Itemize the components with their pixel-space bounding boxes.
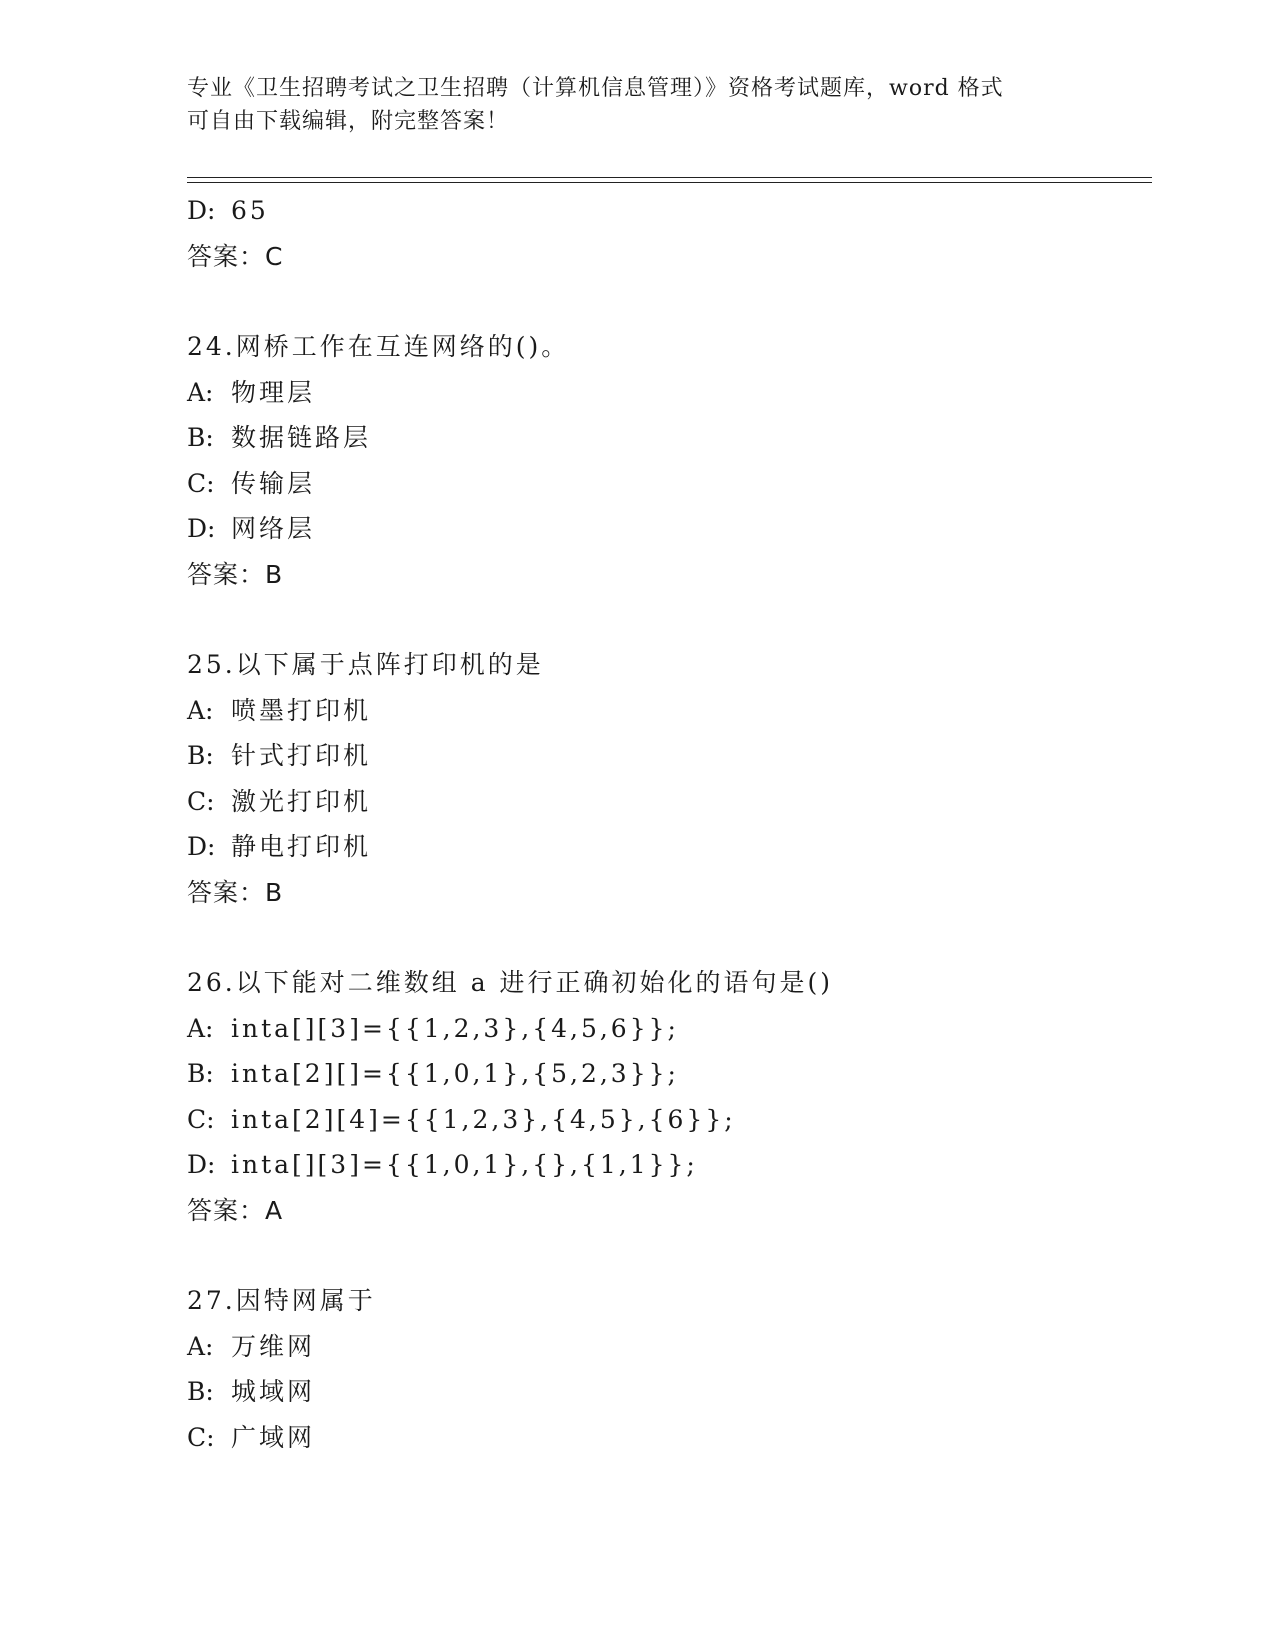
option-label: D: (187, 1150, 216, 1179)
option-d (187, 824, 1147, 870)
option-text: 网络层 (231, 514, 316, 543)
option-label: B: (187, 741, 214, 770)
answer-line: 答案：B (187, 877, 284, 907)
option-text: 万维网 (231, 1331, 316, 1361)
option-c (187, 461, 1147, 507)
question-stem: 26.以下能对二维数组 a 进行正确初始化的语句是() (187, 968, 834, 997)
option-text: 传输层 (231, 468, 316, 498)
spacer (187, 1233, 1147, 1278)
option-b (187, 1051, 1147, 1097)
option-text: 城域网 (231, 1377, 316, 1406)
option-label: C: (187, 1104, 215, 1134)
spacer (187, 279, 1147, 324)
option-c (187, 779, 1147, 825)
option-b (187, 733, 1147, 779)
option-label: D: (187, 196, 216, 225)
option-text: inta[][3]={{1,2,3},{4,5,6}}; (231, 1013, 679, 1043)
option-a (187, 1006, 1147, 1052)
option-text: inta[][3]={{1,0,1},{},{1,1}}; (231, 1150, 698, 1179)
question-stem: 27.因特网属于 (187, 1286, 376, 1315)
option-label: A: (187, 1013, 214, 1043)
option-a (187, 1324, 1147, 1370)
option-a (187, 370, 1147, 416)
question-stem: 25.以下属于点阵打印机的是 (187, 650, 544, 679)
option-text: 激光打印机 (231, 786, 372, 816)
option-label: C: (187, 468, 215, 498)
option-text: 喷墨打印机 (231, 695, 372, 725)
spacer (187, 915, 1147, 960)
prev-answer: 答案：C (187, 241, 284, 271)
option-text: inta[2][]={{1,0,1},{5,2,3}}; (231, 1059, 679, 1088)
option-text: 静电打印机 (231, 832, 372, 861)
option-text: 数据链路层 (231, 423, 372, 452)
option-d (187, 1142, 1147, 1188)
option-label: C: (187, 1422, 215, 1452)
header-divider-top (187, 177, 1152, 178)
option-label: D: (187, 832, 216, 861)
option-label: A: (187, 377, 214, 407)
option-d (187, 506, 1147, 552)
option-c (187, 1415, 1147, 1461)
option-b (187, 1369, 1147, 1415)
header-line-2: 可自由下载编辑，附完整答案！ (187, 109, 510, 134)
document-header (187, 72, 1087, 138)
option-label: A: (187, 1331, 214, 1361)
option-text: 针式打印机 (231, 741, 372, 770)
question-list (187, 188, 1147, 1460)
header-line-1: 专业《卫生招聘考试之卫生招聘（计算机信息管理）》资格考试题库，word 格式 (187, 76, 1004, 101)
option-label: A: (187, 695, 214, 725)
answer-line: 答案：A (187, 1195, 284, 1225)
option-label: B: (187, 1377, 214, 1406)
question-stem: 24.网桥工作在互连网络的()。 (187, 332, 570, 361)
option-a (187, 688, 1147, 734)
option-text: 广域网 (231, 1422, 316, 1452)
spacer (187, 597, 1147, 642)
option-text: 65 (231, 196, 269, 225)
option-c (187, 1097, 1147, 1143)
prev-option-d (187, 188, 1147, 234)
option-label: B: (187, 423, 214, 452)
header-divider-bottom (187, 182, 1152, 183)
option-text: 物理层 (231, 377, 316, 407)
option-b (187, 415, 1147, 461)
option-label: D: (187, 514, 216, 543)
option-label: C: (187, 786, 215, 816)
option-label: B: (187, 1059, 214, 1088)
answer-line: 答案：B (187, 559, 284, 589)
option-text: inta[2][4]={{1,2,3},{4,5},{6}}; (231, 1104, 736, 1134)
